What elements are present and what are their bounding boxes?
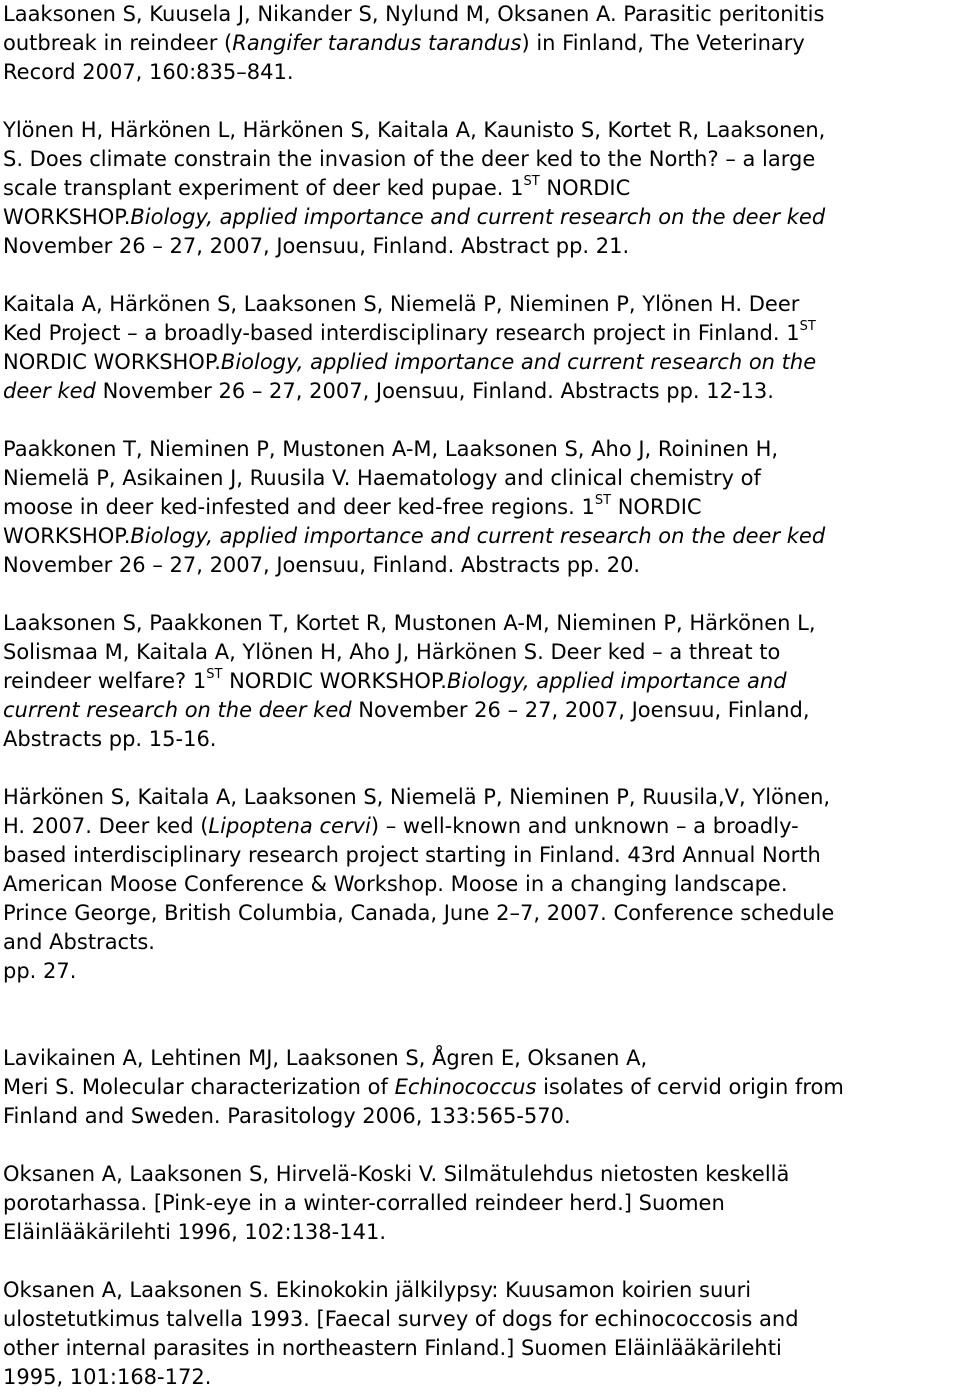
reference-text: November 26 – 27, 2007, Joensuu, Finland. Abstracts pp. 12-13. [95,379,774,403]
reference-text: WORKSHOP. [3,205,131,229]
reference-text: NORDIC [539,176,631,200]
reference-text: Eläinlääkärilehti 1996, 102:138-141. [3,1220,386,1244]
reference-text: November 26 – 27, 2007, Joensuu, Finland. Abstract pp. 21. [3,234,630,258]
reference-text: Oksanen A, Laaksonen S, Hirvelä-Koski V. Silmätulehdus nietosten keskellä [3,1162,790,1186]
reference-line [3,841,960,870]
reference-line [3,609,960,638]
reference-text: Härkönen S, Kaitala A, Laaksonen S, Niemelä P, Nieminen P, Ruusila,V, Ylönen, [3,785,831,809]
reference-italic-text: Biology, applied importance and current research on the deer ked [130,205,826,229]
reference-italic-text: Biology, applied importance and [446,669,787,693]
reference-italic-text: Lipoptena cervi [208,814,371,838]
reference-text: ) in Finland, The Veterinary [521,31,805,55]
reference-line [3,1044,960,1073]
reference-text: Laaksonen S, Kuusela J, Nikander S, Nylund M, Oksanen A. Parasitic peritonitis [3,2,825,26]
reference-text: 1995, 101:168-172. [3,1365,212,1389]
reference-text: Meri S. Molecular characterization of [3,1075,395,1099]
reference-line [3,1160,960,1189]
reference-line [3,232,960,261]
reference-line [3,957,960,986]
reference-text: based interdisciplinary research project starting in Finland. 43rd Annual North [3,843,821,867]
reference-line [3,812,960,841]
reference-line [3,0,960,29]
reference-line [3,1102,960,1131]
reference-text: WORKSHOP. [3,524,131,548]
reference-text: Paakkonen T, Nieminen P, Mustonen A-M, Laaksonen S, Aho J, Roininen H, [3,437,779,461]
reference-entry [3,783,960,986]
reference-entry [3,116,960,261]
ordinal-superscript: ST [594,493,612,508]
reference-text: outbreak in reindeer ( [3,31,233,55]
reference-list [3,0,960,1392]
reference-text: Kaitala A, Härkönen S, Laaksonen S, Niemelä P, Nieminen P, Ylönen H. Deer [3,292,800,316]
reference-entry [3,435,960,580]
reference-line [3,1334,960,1363]
reference-line [3,319,960,348]
reference-line [3,1073,960,1102]
reference-entry [3,0,960,87]
reference-line [3,116,960,145]
reference-line [3,464,960,493]
reference-text: Solismaa M, Kaitala A, Ylönen H, Aho J, Härkönen S. Deer ked – a threat to [3,640,781,664]
reference-line [3,29,960,58]
reference-text: November 26 – 27, 2007, Joensuu, Finland, [351,698,810,722]
reference-line [3,203,960,232]
reference-text: NORDIC WORKSHOP. [3,350,221,374]
reference-entry [3,1276,960,1392]
reference-italic-text: Echinococcus [394,1075,537,1099]
reference-line [3,899,960,928]
reference-text: November 26 – 27, 2007, Joensuu, Finland. Abstracts pp. 20. [3,553,641,577]
reference-text: Niemelä P, Asikainen J, Ruusila V. Haematology and clinical chemistry of [3,466,761,490]
reference-entry [3,609,960,754]
reference-text: S. Does climate constrain the invasion of the deer ked to the North? – a large [3,147,816,171]
reference-line [3,1276,960,1305]
reference-line [3,58,960,87]
ordinal-superscript: ST [206,667,223,682]
reference-text: reindeer welfare? 1 [3,669,207,693]
reference-entry [3,1044,960,1131]
reference-line [3,667,960,696]
reference-line [3,696,960,725]
reference-text: other internal parasites in northeastern Finland.] Suomen Eläinlääkärilehti [3,1336,782,1360]
reference-line [3,1189,960,1218]
reference-line [3,522,960,551]
reference-text: Ked Project – a broadly-based interdisciplinary research project in Finland. 1 [3,321,800,345]
reference-line [3,290,960,319]
reference-entry [3,290,960,406]
reference-text: isolates of cervid origin from [536,1075,844,1099]
reference-line [3,870,960,899]
reference-italic-text: current research on the deer ked [3,698,352,722]
reference-text: scale transplant experiment of deer ked pupae. 1 [3,176,524,200]
reference-line [3,174,960,203]
reference-italic-text: Rangifer tarandus tarandus [232,31,522,55]
reference-line [3,145,960,174]
reference-text: and Abstracts. [3,930,155,954]
reference-entry [3,1160,960,1247]
reference-line [3,783,960,812]
reference-text: ulostetutkimus talvella 1993. [Faecal survey of dogs for echinococcosis and [3,1307,799,1331]
reference-line [3,1363,960,1392]
reference-text: Abstracts pp. 15-16. [3,727,217,751]
reference-text: Ylönen H, Härkönen L, Härkönen S, Kaitala A, Kaunisto S, Kortet R, Laaksonen, [3,118,826,142]
reference-line [3,1218,960,1247]
reference-text: American Moose Conference & Workshop. Moose in a changing landscape. [3,872,788,896]
reference-text: H. 2007. Deer ked ( [3,814,209,838]
reference-italic-text: Biology, applied importance and current research on the deer ked [130,524,826,548]
reference-text: Record 2007, 160:835–841. [3,60,294,84]
ordinal-superscript: ST [799,319,816,334]
reference-line [3,1305,960,1334]
reference-text: Oksanen A, Laaksonen S. Ekinokokin jälkilypsy: Kuusamon koirien suuri [3,1278,752,1302]
reference-text: Lavikainen A, Lehtinen MJ, Laaksonen S, Ågren E, Oksanen A, [3,1046,648,1070]
reference-text: pp. 27. [3,959,77,983]
reference-text: Finland and Sweden. Parasitology 2006, 133:565-570. [3,1104,571,1128]
reference-text: moose in deer ked-infested and deer ked-free regions. 1 [3,495,595,519]
reference-italic-text: Biology, applied importance and current research on the [220,350,817,374]
reference-text: Laaksonen S, Paakkonen T, Kortet R, Mustonen A-M, Nieminen P, Härkönen L, [3,611,816,635]
reference-italic-text: deer ked [3,379,96,403]
reference-line [3,928,960,957]
reference-line [3,348,960,377]
reference-text: Prince George, British Columbia, Canada, June 2–7, 2007. Conference schedule [3,901,835,925]
ordinal-superscript: ST [523,174,540,189]
reference-line [3,725,960,754]
reference-line [3,551,960,580]
reference-text: ) – well-known and unknown – a broadly- [370,814,799,838]
reference-text: porotarhassa. [Pink-eye in a winter-corralled reindeer herd.] Suomen [3,1191,725,1215]
reference-text: NORDIC WORKSHOP. [222,669,447,693]
reference-line [3,435,960,464]
reference-text: NORDIC [611,495,702,519]
reference-line [3,377,960,406]
reference-line [3,493,960,522]
reference-line [3,638,960,667]
